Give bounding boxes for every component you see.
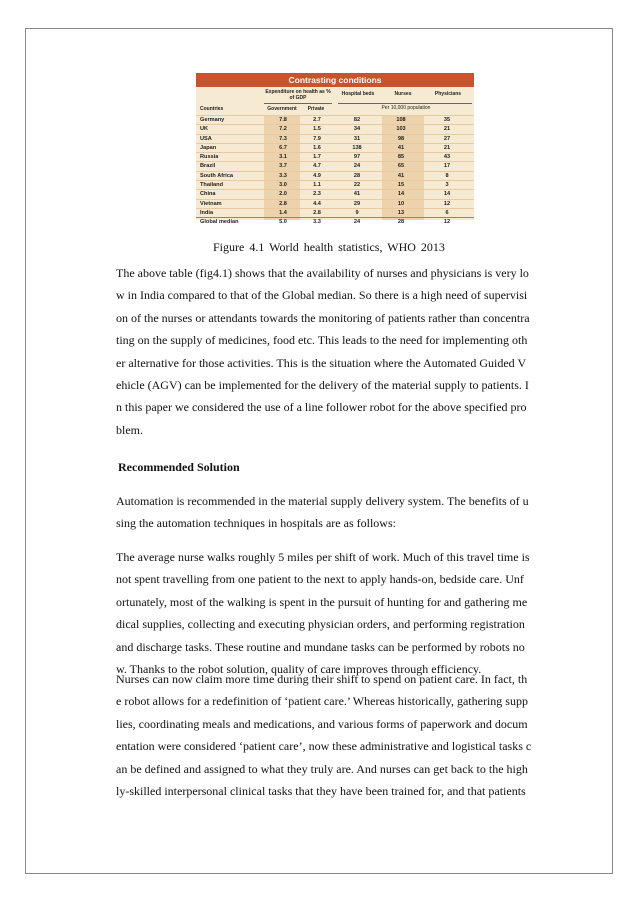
table-cell-nurses: 41 [397, 144, 405, 151]
health-statistics-figure [196, 73, 474, 226]
figure-header [196, 87, 474, 115]
table-cell-beds: 41 [353, 191, 361, 198]
table-cell-gov: 7.2 [279, 126, 287, 133]
table-cell-gov: 7.3 [279, 135, 287, 142]
section-heading: Recommended Solution [118, 460, 240, 474]
text-line: on of the nurses or attendants towards the monitoring of patients rather than concentra [116, 310, 530, 325]
table-cell-nurses: 14 [397, 191, 405, 198]
table-cell-priv: 2.8 [313, 209, 321, 216]
table-cell-priv: 1.7 [313, 154, 321, 161]
table-cell-priv: 1.6 [313, 144, 321, 151]
paragraph-2 [116, 490, 563, 535]
table-cell-phys: 35 [443, 117, 451, 123]
table-cell-priv: 7.9 [313, 135, 321, 142]
table-cell-phys: 17 [443, 163, 451, 170]
table-cell-country: Japan [200, 144, 217, 151]
table-cell-priv: 4.7 [313, 163, 321, 170]
table-row [196, 161, 474, 170]
table-cell-country: Vietnam [200, 200, 222, 207]
table-cell-beds: 34 [353, 126, 361, 133]
table-cell-priv: 1.1 [313, 182, 321, 189]
paragraph-4 [116, 668, 563, 802]
table-cell-gov: 3.3 [279, 172, 287, 179]
table-cell-beds: 82 [353, 117, 361, 123]
table-cell-phys: 12 [443, 200, 451, 207]
text-line: an be defined and assigned to what they truly are. And nurses can get back to the high [116, 761, 528, 776]
text-line: entation were considered ‘patient care’, now these administrative and logistical tasks c [116, 739, 532, 754]
table-cell-priv: 3.3 [313, 219, 321, 226]
table-cell-country: Russia [200, 154, 219, 161]
table-cell-country: India [200, 209, 214, 216]
text-line: not spent travelling from one patient to the next to apply hands-on, bedside care. Unf [116, 572, 524, 587]
text-line: lies, coordinating meals and medications, and various forms of paperwork and docum [116, 716, 528, 731]
table-cell-nurses: 28 [397, 219, 405, 226]
text-line: sing the automation techniques in hospitals are as follows: [116, 516, 396, 531]
table-cell-beds: 97 [353, 154, 361, 161]
table-row [196, 208, 474, 217]
table-cell-nurses: 108 [396, 117, 406, 123]
table-cell-country: USA [200, 135, 212, 142]
table-cell-phys: 21 [443, 126, 451, 133]
table-cell-beds: 22 [353, 182, 361, 189]
figure-title: Contrasting conditions [196, 73, 474, 87]
table-cell-beds: 138 [352, 144, 362, 151]
table-cell-priv: 2.7 [313, 117, 321, 123]
table-row [196, 152, 474, 161]
text-line: e robot allows for a redefinition of ‘patient care.’ Whereas historically, gathering supp [116, 694, 528, 709]
table-cell-priv: 4.9 [313, 172, 321, 179]
text-line: dical supplies, collecting and executing physician orders, and performing registration [116, 617, 525, 632]
table-cell-priv: 2.3 [313, 191, 321, 198]
table-row [196, 171, 474, 180]
table-cell-phys: 8 [445, 172, 449, 179]
table-cell-phys: 6 [445, 209, 449, 216]
header-government: Government [267, 106, 297, 112]
table-cell-country: Thailand [200, 182, 223, 189]
table-cell-country: UK [200, 126, 209, 133]
table-cell-country: South Africa [200, 172, 234, 179]
table-row [196, 143, 474, 152]
header-private: Private [307, 106, 325, 112]
table-cell-nurses: 10 [397, 200, 405, 207]
table-cell-nurses: 13 [397, 209, 405, 216]
header-rule-left [264, 103, 332, 104]
text-line: er alternative for those activities. This is the situation where the Automated Guided V [116, 355, 527, 370]
table-cell-gov: 2.0 [279, 191, 287, 198]
table-cell-phys: 12 [443, 219, 451, 226]
table-cell-nurses: 41 [397, 172, 405, 179]
text-line: ortunately, most of the walking is spent in the pursuit of hunting for and gathering me [116, 594, 528, 609]
table-cell-country: Brazil [200, 163, 216, 170]
table-row [196, 217, 474, 226]
table-cell-phys: 21 [443, 144, 451, 151]
table-cell-nurses: 98 [397, 135, 405, 142]
table-cell-priv: 1.5 [313, 126, 321, 133]
table-cell-country: Global median [200, 219, 239, 226]
header-nurses: Nurses [394, 91, 412, 97]
table-cell-gov: 7.8 [279, 117, 287, 123]
text-line: ting on the supply of medicines, food etc. This leads to the need for implementing oth [116, 333, 528, 348]
table-cell-nurses: 15 [397, 182, 405, 189]
paragraph-1 [116, 262, 563, 441]
table-cell-nurses: 65 [397, 163, 405, 170]
table-cell-gov: 3.0 [279, 182, 287, 189]
table-cell-priv: 4.4 [313, 200, 321, 207]
table-cell-gov: 6.7 [279, 144, 287, 151]
table-cell-nurses: 103 [396, 126, 406, 133]
table-cell-gov: 5.0 [279, 219, 287, 226]
table-cell-beds: 9 [355, 209, 359, 216]
header-physicians: Physicians [434, 91, 462, 97]
text-line: w. Thanks to the robot solution, quality of care improves through efficiency. [116, 661, 482, 676]
table-row [196, 189, 474, 198]
table-row [196, 115, 474, 124]
table-row [196, 124, 474, 133]
text-line: w in India compared to that of the Global median. So there is a high need of supervisi [116, 288, 528, 303]
paragraph-3 [116, 546, 563, 680]
text-line: Automation is recommended in the material supply delivery system. The benefits of u [116, 494, 529, 508]
table-cell-country: Germany [200, 117, 225, 123]
text-line: Nurses can now claim more time during their shift to spend on patient care. In fact, th [116, 672, 528, 686]
text-line: and discharge tasks. These routine and mundane tasks can be performed by robots no [116, 639, 525, 654]
table-cell-nurses: 85 [397, 154, 405, 161]
table-cell-gov: 3.7 [279, 163, 287, 170]
text-line: ly-skilled interpersonal clinical tasks that they have been trained for, and that patients [116, 783, 526, 798]
table-cell-beds: 29 [353, 200, 361, 207]
table-row [196, 134, 474, 143]
table-cell-gov: 1.4 [279, 209, 287, 216]
text-line: n this paper we considered the use of a line follower robot for the above specified pro [116, 400, 527, 415]
header-countries: Countries [200, 106, 224, 112]
text-line: ehicle (AGV) can be implemented for the delivery of the material supply to patients. I [116, 377, 529, 392]
table-cell-phys: 14 [443, 191, 451, 198]
table-row [196, 180, 474, 189]
figure-rows [196, 115, 474, 227]
table-cell-gov: 3.1 [279, 154, 287, 161]
header-per-population: Per 10,000 population [381, 105, 431, 111]
text-line: The average nurse walks roughly 5 miles per shift of work. Much of this travel time is [116, 550, 530, 564]
table-cell-phys: 27 [443, 135, 451, 142]
table-cell-country: China [200, 191, 216, 198]
table-cell-phys: 3 [445, 182, 449, 189]
figure-caption: Figure 4.1 World health statistics, WHO 2013 [213, 240, 445, 254]
header-expenditure: Expenditure on health as % of GDP [265, 89, 331, 101]
table-cell-beds: 31 [353, 135, 361, 142]
text-line: blem. [116, 422, 143, 437]
header-rule-right [338, 103, 472, 104]
header-hospital-beds: Hospital beds [341, 91, 375, 97]
table-cell-beds: 24 [353, 163, 361, 170]
table-cell-beds: 28 [353, 172, 361, 179]
table-cell-phys: 43 [443, 154, 451, 161]
table-cell-gov: 2.8 [279, 200, 287, 207]
text-line: The above table (fig4.1) shows that the availability of nurses and physicians is very lo [116, 266, 529, 280]
table-row [196, 199, 474, 208]
table-cell-beds: 24 [353, 219, 361, 226]
